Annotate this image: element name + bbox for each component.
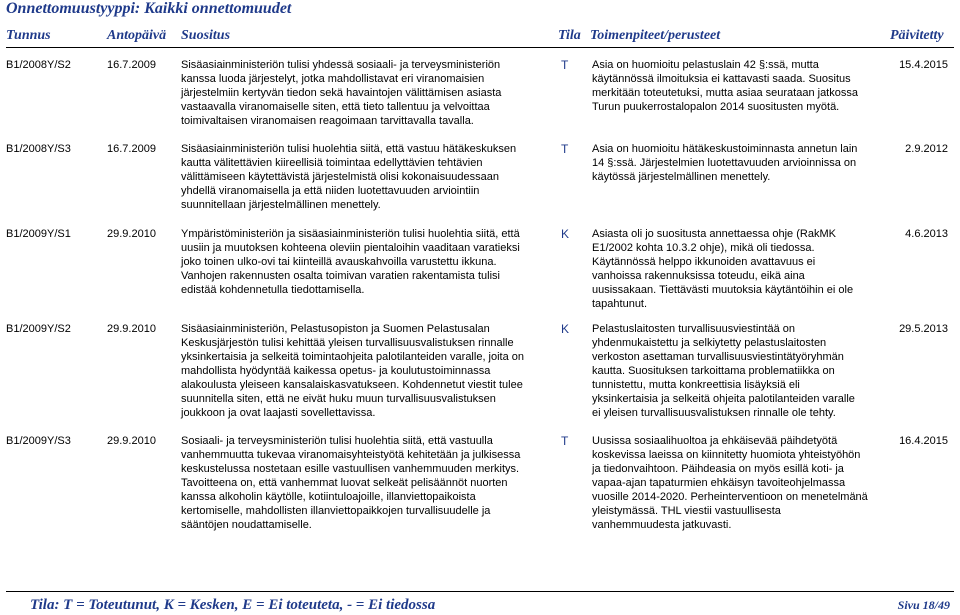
toimenpiteet-line: tunnistettu, mutta konkreettisia lisäyksiä eli <box>592 379 800 391</box>
row-tila-status: T <box>561 58 569 72</box>
toimenpiteet-line: E1/2002 kohta 10.3.2 ohje), mikä oli tiedossa. <box>592 242 815 254</box>
suositus-line: Keskusjärjestön tulisi kehittää yleisen turvallisuusvalistuksen rinnalle <box>181 337 514 349</box>
toimenpiteet-line: yleistymässä. THL viestii vastuullisesta <box>592 505 781 517</box>
row-antopaiva: 16.7.2009 <box>107 143 156 155</box>
toimenpiteet-line: käytännössä ilmoituksia ei kattavasti saada. Suositus <box>592 73 851 85</box>
toimenpiteet-line: vanhemmuudesta jatkuvasti. <box>592 519 732 531</box>
row-tunnus: B1/2009Y/S2 <box>6 323 71 335</box>
toimenpiteet-line: ja tiedonvaihtoon. Päihdeasia on myös esillä koti- ja <box>592 463 844 475</box>
row-tila-status: T <box>561 142 569 156</box>
suositus-line: kertomiselle, mahdollisten illanviettopaikkojen turvallisuudelle ja <box>181 505 491 517</box>
header-antopaiva: Antopäivä <box>107 28 167 43</box>
suositus-line: Vanhojen rakennusten osalta toimivan varatien rakentamista tulisi <box>181 270 500 282</box>
toimenpiteet-line: Uusissa sosiaalihuoltoa ja ehkäisevää päihdetyötä <box>592 435 838 447</box>
toimenpiteet-line: Käytännössä helppo ikkunoiden avattavuus ei <box>592 256 816 268</box>
header-tila: Tila <box>558 28 581 43</box>
toimenpiteet-line: Asia on huomioitu hätäkeskustoiminnasta annetun lain <box>592 143 858 155</box>
toimenpiteet-line: vuosille 2014-2020. Perheinterventioon on menetelmänä <box>592 491 868 503</box>
toimenpiteet-line: ei yleisen turvallisuusvalistuksen rinnalle ole tehty. <box>592 407 836 419</box>
row-tunnus: B1/2009Y/S3 <box>6 435 71 447</box>
suositus-line: yhdellä viranomaisella ja että niiden luotettavuuden arviointiin <box>181 185 480 197</box>
suositus-line: mahdollista hyödyntää kaikessa opetus- ja koulutustoiminnassa <box>181 365 491 377</box>
suositus-line: välittämiseen käytettävistä järjestelmistä olisi kokonaisuudessaan <box>181 171 499 183</box>
row-paivitetty: 4.6.2013 <box>905 228 948 240</box>
suositus-line: keskustelussa nostetaan esille vastuullisen vanhemmuuden merkitys. <box>181 463 520 475</box>
footer-legend: Tila: T = Toteutunut, K = Kesken, E = Ei toteuteta, - = Ei tiedossa <box>30 597 436 613</box>
suositus-line: sääntöjen noudattamiselle. <box>181 519 312 531</box>
suositus-line: Sisäasiainministeriön tulisi yhdessä sosiaali- ja terveysministeriön <box>181 59 501 71</box>
suositus-line: uusiin ja muutoksen kohteena oleviin pientaloihin vaaditaan varatieksi <box>181 242 520 254</box>
suositus-line: alakoulusta yleiseen kansalaiskasvatukseen. Kohdennetut viestit tulee <box>181 379 523 391</box>
suositus-line: järjestelmiin kertyvän tiedon sekä havaintojen välittämisen asiasta <box>181 87 502 99</box>
suositus-line: joko toinen ulko-ovi tai kiinteillä avauskahvoilla varustettu ikkuna. <box>181 256 497 268</box>
suositus-line: Sisäasiainministeriön, Pelastusopiston ja Suomen Pelastusalan <box>181 323 490 335</box>
row-tila-status: T <box>561 434 569 448</box>
toimenpiteet-line: Pelastuslaitosten turvallisuusviestintää on <box>592 323 796 335</box>
toimenpiteet-line: kautta. Suosituksen tarkoittama problematiikka on <box>592 365 835 377</box>
footer-page-number: Sivu 18/49 <box>897 598 950 612</box>
toimenpiteet-line: Turun puukerrostalopalon 2014 suositusten myötä. <box>592 101 840 113</box>
header-divider <box>6 47 954 48</box>
row-paivitetty: 2.9.2012 <box>905 143 948 155</box>
toimenpiteet-line: 14 §:ssä. Järjestelmien luotettavuuden arvioinnissa on <box>592 157 857 169</box>
toimenpiteet-line: vanhoissa rakennuksissa toteudu, eikä aina <box>592 270 805 282</box>
suositus-line: kanssa luoda järjestelyt, jotka mahdollistavat eri viranomaisien <box>181 73 485 85</box>
page-title: Onnettomuustyyppi: Kaikki onnettomuudet <box>6 0 292 17</box>
toimenpiteet-line: käytössä järjestelmällinen menettely. <box>592 171 771 183</box>
suositus-line: Sosiaali- ja terveysministeriön tulisi huolehtia siitä, että vastuulla <box>181 435 493 447</box>
row-antopaiva: 29.9.2010 <box>107 323 156 335</box>
row-antopaiva: 16.7.2009 <box>107 59 156 71</box>
header-toimenpiteet: Toimenpiteet/perusteet <box>590 28 721 43</box>
toimenpiteet-line: Asiasta oli jo suositusta annettaessa ohje (RakMK <box>592 228 836 240</box>
toimenpiteet-line: yksinkertaisia ja selkeitä ohjeita palotilanteiden varalle <box>592 393 855 405</box>
row-antopaiva: 29.9.2010 <box>107 435 156 447</box>
toimenpiteet-line: merkitään toteutetuksi, mutta asiaa seurataan jatkossa <box>592 87 858 99</box>
row-tila-status: K <box>561 227 570 241</box>
suositus-line: joukkoon ja ovat laajasti sovellettavissa. <box>181 407 376 419</box>
row-tunnus: B1/2008Y/S2 <box>6 59 71 71</box>
toimenpiteet-line: verkoston asettaman turvallisuusviestintätyöryhmän <box>592 351 844 363</box>
suositus-line: kautta välitettävien kiireellisiä toimintaa edellyttävien tehtävien <box>181 157 483 169</box>
toimenpiteet-line: tapahtunut. <box>592 298 648 310</box>
row-paivitetty: 16.4.2015 <box>899 435 948 447</box>
toimenpiteet-line: vapaa-ajan tapaturmien ehkäisyn tavoiteohjelmassa <box>592 477 846 489</box>
suositus-line: suunnitella siten, että ne eivät huku muun turvallisuusvalistuksen <box>181 393 496 405</box>
toimenpiteet-line: uusissakaan. Tiettävästi muutoksia käytäntöihin ei ole <box>592 284 854 296</box>
footer-divider <box>6 591 954 592</box>
row-paivitetty: 15.4.2015 <box>899 59 948 71</box>
toimenpiteet-line: yhdenmukaistettu ja selkiytetty pelastuslaitosten <box>592 337 827 349</box>
suositus-line: suunnitellaan järjestelmällinen menettely. <box>181 199 381 211</box>
row-tila-status: K <box>561 322 570 336</box>
suositus-line: yksinkertaisia ja selkeitä toimintaohjeita palotilanteiden varalle, joita on <box>181 351 525 363</box>
row-paivitetty: 29.5.2013 <box>899 323 948 335</box>
suositus-line: vastaavalla viranomaiselle siten, että tieto tallentuu ja velvoittaa <box>181 101 490 113</box>
suositus-line: kanssa alkoholin käytölle, kotiintuloajoille, illanviettopaikoista <box>181 491 476 503</box>
header-suositus: Suositus <box>181 28 231 43</box>
toimenpiteet-line: koskevissa laeissa on kiinnitetty huomiota yhteistyöhön <box>592 449 861 461</box>
suositus-line: Ympäristöministeriön ja sisäasiainministeriön tulisi huolehtia siitä, että <box>181 228 520 240</box>
header-tunnus: Tunnus <box>6 28 51 43</box>
row-tunnus: B1/2009Y/S1 <box>6 228 71 240</box>
suositus-line: Sisäasiainministeriön tulisi huolehtia siitä, että vastuu hätäkeskuksen <box>181 143 517 155</box>
suositus-line: toimivaltaisen viranomaisen reagoimaan tarvittavalla tavalla. <box>181 115 474 127</box>
suositus-line: vanhemmuutta tukevaa viranomaisyhteistyötä kehitetään ja julkisessa <box>181 449 521 461</box>
row-antopaiva: 29.9.2010 <box>107 228 156 240</box>
suositus-line: Tavoitteena on, että vanhemmat luovat selkeät pelisäännöt nuorten <box>181 477 508 489</box>
toimenpiteet-line: Asia on huomioitu pelastuslain 42 §:ssä, mutta <box>592 59 819 71</box>
suositus-line: edistää kohdennetulla tiedottamisella. <box>181 284 365 296</box>
row-tunnus: B1/2008Y/S3 <box>6 143 71 155</box>
header-paivitetty: Päivitetty <box>890 28 944 43</box>
